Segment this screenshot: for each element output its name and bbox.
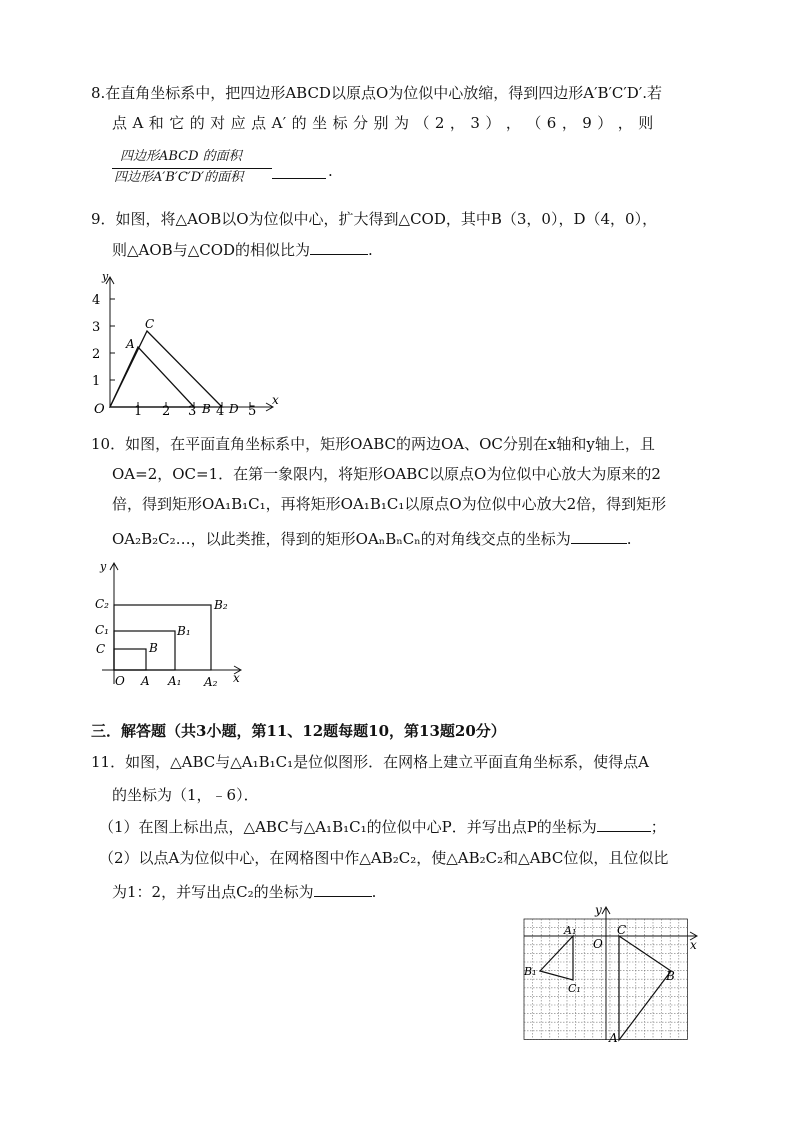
q10-rect-oa2b2c2 (114, 605, 211, 670)
q11-line4: （2）以点A为位似中心，在网格图中作△AB₂C₂，使△AB₂C₂和△ABC位似，且位似比 (99, 849, 669, 867)
q9-ytick-label-1: 1 (92, 374, 101, 389)
q9-ytick-label-2: 2 (92, 347, 101, 362)
q11-point-b-label: B (666, 969, 675, 983)
q9-y-label: y (102, 270, 109, 283)
q8-line2: 点 A 和 它 的 对 应 点 A′ 的 坐 标 分 别 为 （ 2 ， 3 ） ， （ 6 ， 9 ） ， 则 (112, 114, 654, 132)
q8-end: . (328, 162, 333, 180)
q10-line4 (112, 527, 632, 550)
q10-rect-oa1b1c1 (114, 631, 175, 670)
q10-rect-oabc (114, 649, 146, 670)
q11-grid-figure (518, 902, 702, 1046)
q10-line4-text: OA₂B₂C₂…，以此类推，得到的矩形OAₙBₙCₙ的对角线交点的坐标为 (112, 530, 571, 548)
q9-point-c-label: C (145, 317, 155, 331)
q11-line3 (99, 815, 666, 838)
q10-point-a-label: A (141, 674, 150, 688)
q10-figure (88, 556, 248, 692)
q9-figure (88, 268, 288, 418)
q8-fraction-denominator: 四边形A′B′C′D′的面积 (114, 170, 244, 185)
q9-point-a-label: A (126, 337, 135, 351)
q8-fraction (112, 148, 272, 187)
q11-answer-blank-2[interactable] (314, 880, 372, 897)
q10-answer-blank[interactable] (571, 527, 627, 544)
q10-y-label: y (100, 560, 107, 573)
q11-y-label: y (595, 903, 602, 917)
q11-line3-end: ； (650, 818, 666, 836)
q10-line2: OA=2，OC=1．在第一象限内，将矩形OABC以原点O为位似中心放大为原来的2 (112, 465, 661, 483)
q10-point-a2-label: A₂ (204, 675, 218, 689)
q9-point-d-label: D (229, 402, 239, 416)
q11-line5-end: . (371, 883, 377, 901)
q11-point-b1-label: B₁ (524, 965, 537, 978)
q9-x-label: x (272, 393, 279, 407)
q10-x-label: x (233, 671, 240, 685)
q11-line2: 的坐标为（1，﹣6）． (112, 786, 259, 804)
q11-x-label: x (690, 938, 697, 952)
q9-ytick-label-3: 3 (92, 320, 101, 335)
q8-fraction-numerator: 四边形ABCD 的面积 (120, 149, 242, 164)
q10-line1: 10．如图，在平面直角坐标系中，矩形OABC的两边OA、OC分别在x轴和y轴上，且 (91, 435, 655, 453)
q10-line4-end: . (626, 530, 632, 548)
q9-xtick-label-5: 5 (248, 404, 257, 418)
q11-answer-blank-1[interactable] (597, 815, 651, 832)
q9-triangle-aob (110, 347, 194, 407)
q11-line5 (112, 880, 376, 903)
q8-line1: 8.在直角坐标系中，把四边形ABCD以原点O为位似中心放缩，得到四边形A′B′C′D′.若 (91, 84, 662, 102)
q9-line2-end: . (368, 241, 373, 259)
q9-ytick-label-4: 4 (92, 293, 101, 308)
q9-xtick-label-4: 4 (216, 404, 225, 418)
q9-xtick-label-1: 1 (134, 404, 143, 418)
q10-point-c1-label: C₁ (95, 623, 109, 637)
q9-xtick-label-3: 3 (188, 404, 197, 418)
q11-line3-text: （1）在图上标出点，△ABC与△A₁B₁C₁的位似中心P．并写出点P的坐标为 (99, 818, 597, 836)
q10-line3: 倍，得到矩形OA₁B₁C₁，再将矩形OA₁B₁C₁以原点O为位似中心放大2倍，得到矩形 (112, 495, 667, 513)
q9-line2 (112, 238, 373, 261)
q11-line5-text: 为1：2，并写出点C₂的坐标为 (112, 883, 314, 901)
q9-point-b-label: B (202, 402, 211, 416)
q8-answer-blank[interactable] (272, 162, 326, 179)
section3-heading: 三．解答题（共3小题，第11、12题每题10，第13题20分） (91, 722, 506, 740)
q10-origin-label: O (115, 674, 125, 688)
q11-point-c1-label: C₁ (568, 982, 581, 995)
q11-origin-label: O (593, 937, 603, 951)
q10-point-b1-label: B₁ (177, 624, 191, 638)
q9-xtick-label-2: 2 (162, 404, 171, 418)
q9-line2-text: 则△AOB与△COD的相似比为 (112, 241, 311, 259)
q11-point-c-label: C (617, 923, 627, 937)
q11-triangle-a1b1c1 (540, 936, 573, 980)
q10-point-a1-label: A₁ (168, 674, 182, 688)
q9-origin-label: O (94, 402, 105, 417)
q11-point-a-label: A (609, 1031, 618, 1045)
q9-answer-blank[interactable] (310, 238, 368, 255)
q11-point-a1-label: A₁ (564, 924, 577, 937)
q10-point-c2-label: C₂ (95, 597, 109, 611)
q10-point-c-label: C (96, 642, 106, 656)
q10-point-b-label: B (149, 641, 158, 655)
q11-line1: 11．如图，△ABC与△A₁B₁C₁是位似图形．在网格上建立平面直角坐标系，使得点A (91, 753, 649, 771)
q9-line1: 9．如图，将△AOB以O为位似中心，扩大得到△COD，其中B（3，0），D（4，0）， (91, 210, 658, 228)
q10-point-b2-label: B₂ (214, 598, 228, 612)
